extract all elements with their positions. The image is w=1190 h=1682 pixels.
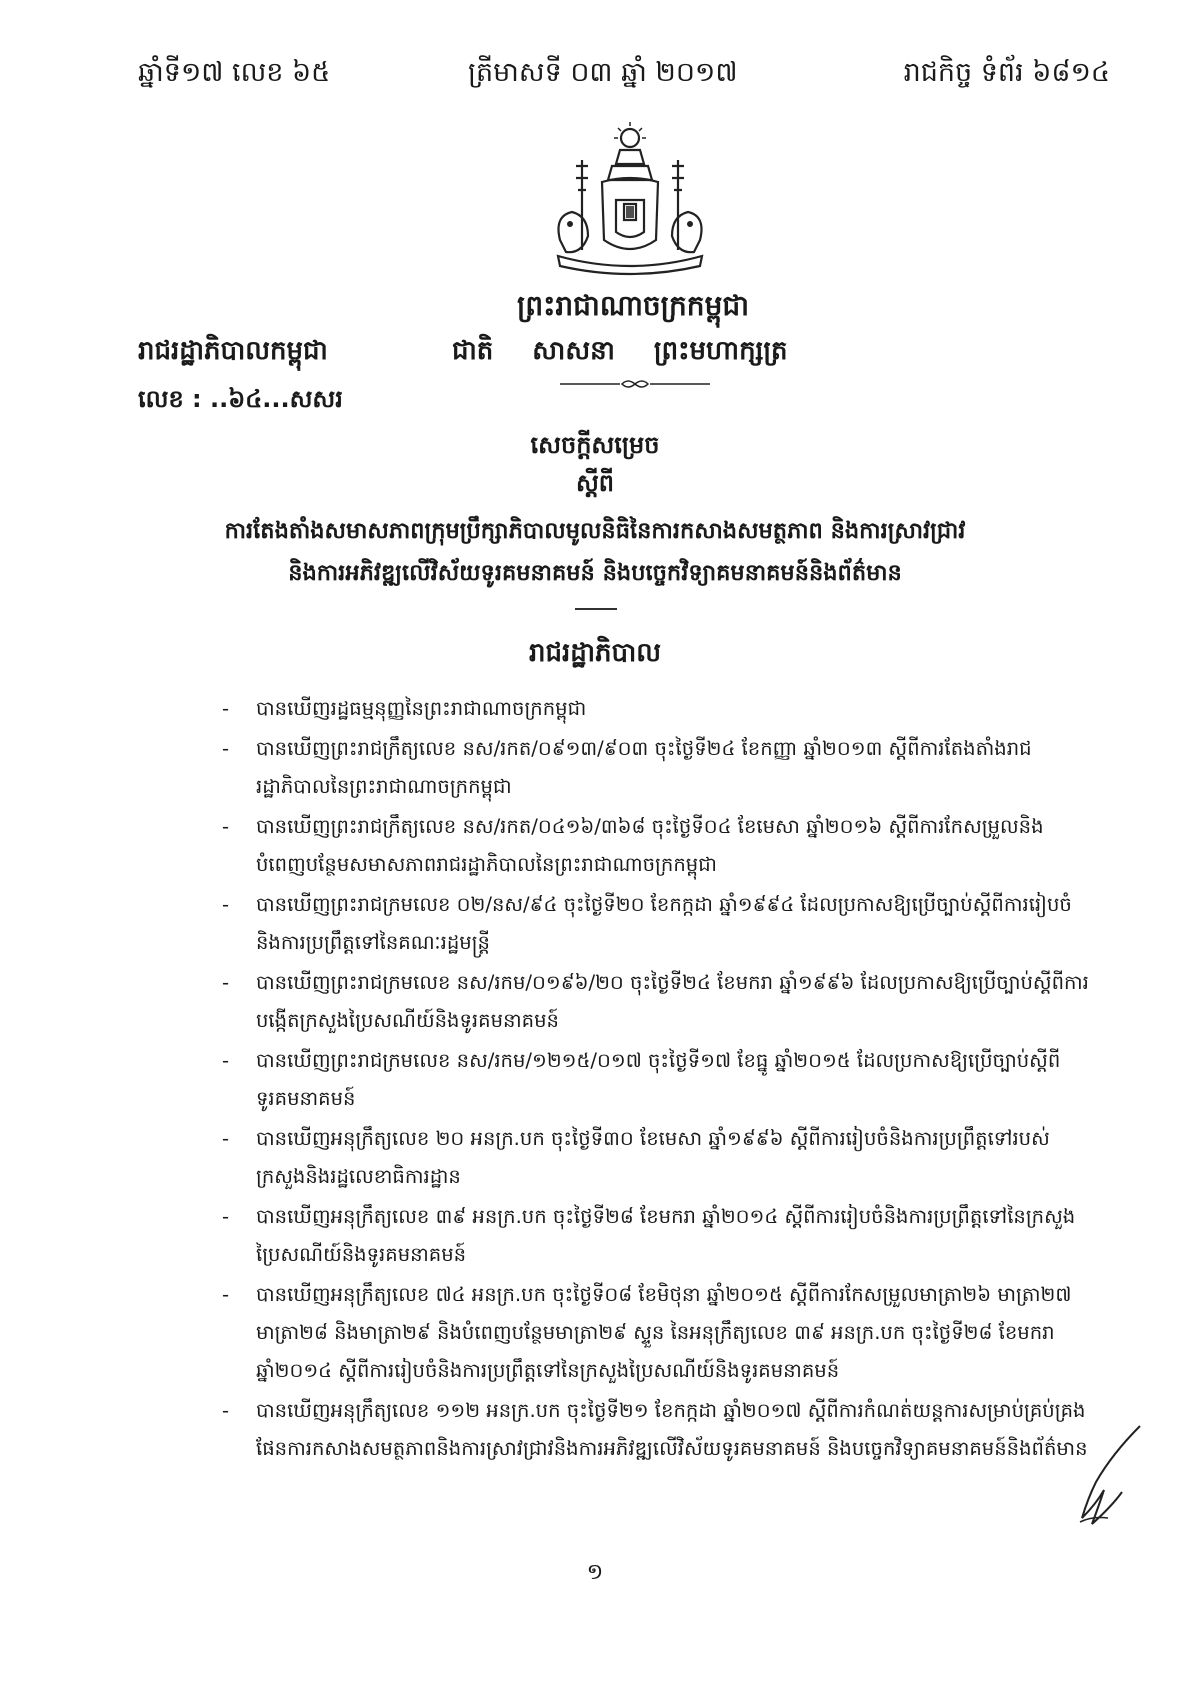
reference-text: បានឃើញអនុក្រឹត្យលេខ ២០ អនក្រ.បក ចុះថ្ងៃទី៣០ ខែមេសា ឆ្នាំ១៩៩៦ ស្តីពីការរៀបចំនិងការប្រព្រឹត្តទៅរបស់ក្រសួងនិងរដ្ឋលេខាធិការដ្ឋាន	[256, 1127, 1050, 1188]
list-item	[222, 886, 1092, 962]
title-divider	[575, 608, 617, 610]
list-bullet: -	[222, 1205, 230, 1228]
list-bullet: -	[222, 1399, 230, 1422]
list-bullet: -	[222, 1049, 230, 1072]
reference-text: បានឃើញព្រះរាជក្រមលេខ ០២/នស/៩៤ ចុះថ្ងៃទី២០ ខែកក្កដា ឆ្នាំ១៩៩៤ ដែលប្រកាសឱ្យប្រើច្បាប់ស្តីពីការរៀបចំនិងការប្រព្រឹត្តទៅនៃគណៈរដ្ឋមន្ត្រី	[256, 893, 1072, 954]
reference-text: បានឃើញអនុក្រឹត្យលេខ ១១២ អនក្រ.បក ចុះថ្ងៃទី២១ ខែកក្កដា ឆ្នាំ២០១៧ ស្តីពីការកំណត់យន្តការសម្រាប់គ្រប់គ្រងផែនការកសាងសមត្ថភាពនិងការស្រាវជ្រាវនិងការអភិវឌ្ឍលើវិស័យទូរគមនាគមន៍ និងបច្ចេកវិទ្យាគមនាគមន៍និងព័ត៌មាន	[256, 1399, 1088, 1460]
reference-text: បានឃើញអនុក្រឹត្យលេខ ៧៤ អនក្រ.បក ចុះថ្ងៃទី០៨ ខែមិថុនា ឆ្នាំ២០១៥ ស្តីពីការកែសម្រួលមាត្រា២៦ មាត្រា២៧ មាត្រា២៨ និងមាត្រា២៩ និងបំពេញបន្ថែមមាត្រា២៩ ស្ទួន នៃអនុក្រឹត្យលេខ ៣៩ អនក្រ.បក ចុះថ្ងៃទី២៨ ខែមករា ឆ្នាំ២០១៤ ស្តីពីការរៀបចំនិងការប្រព្រឹត្តទៅនៃក្រសួងប្រៃសណីយ៍និងទូរគមនាគមន៍	[256, 1283, 1072, 1382]
gazette-page: រាជកិច្ច ទំព័រ ៦៨១៤	[903, 57, 1110, 88]
list-bullet: -	[222, 815, 230, 838]
list-bullet: -	[222, 893, 230, 916]
national-motto: ជាតិ សាសនា ព្រះមហាក្សត្រ	[452, 336, 788, 366]
signature-icon	[1052, 1420, 1144, 1530]
reference-text: បានឃើញព្រះរាជក្រឹត្យលេខ នស/រកត/០៩១៣/៩០៣ ចុះថ្ងៃទី២៤ ខែកញ្ញា ឆ្នាំ២០១៣ ស្តីពីការតែងតាំងរាជរដ្ឋាភិបាលនៃព្រះរាជាណាចក្រកម្ពុជា	[256, 737, 1032, 798]
list-item	[222, 730, 1092, 806]
legal-references-list	[222, 690, 1092, 1470]
document-type: សេចក្តីសម្រេច	[530, 431, 660, 459]
list-item	[222, 964, 1092, 1040]
reference-text: បានឃើញអនុក្រឹត្យលេខ ៣៩ អនក្រ.បក ចុះថ្ងៃទី២៨ ខែមករា ឆ្នាំ២០១៤ ស្តីពីការរៀបចំនិងការប្រព្រឹត្តទៅនៃក្រសួងប្រៃសណីយ៍និងទូរគមនាគមន៍	[256, 1205, 1076, 1266]
ornament-divider-icon	[560, 378, 710, 390]
reference-text: បានឃើញព្រះរាជក្រមលេខ នស/រកម/១២១៥/០១៧ ចុះថ្ងៃទី១៧ ខែធ្នូ ឆ្នាំ២០១៥ ដែលប្រកាសឱ្យប្រើច្បាប់ស្តីពីទូរគមនាគមន៍	[256, 1049, 1061, 1110]
issuer: រាជរដ្ឋាភិបាល	[528, 638, 662, 668]
royal-coat-of-arms-icon	[540, 120, 720, 280]
reference-text: បានឃើញព្រះរាជក្រឹត្យលេខ នស/រកត/០៤១៦/៣៦៨ ចុះថ្ងៃទី០៤ ខែមេសា ឆ្នាំ២០១៦ ស្តីពីការកែសម្រួលនិងបំពេញបន្ថែមសមាសភាពរាជរដ្ឋាភិបាលនៃព្រះរាជាណាចក្រកម្ពុជា	[256, 815, 1044, 876]
list-bullet: -	[222, 737, 230, 760]
document-about: ស្តីពី	[575, 469, 615, 497]
list-item	[222, 1042, 1092, 1118]
reference-text: បានឃើញព្រះរាជក្រមលេខ នស/រកម/០១៩៦/២០ ចុះថ្ងៃទី២៤ ខែមករា ឆ្នាំ១៩៩៦ ដែលប្រកាសឱ្យប្រើច្បាប់ស្តីពីការបង្កើតក្រសួងប្រៃសណីយ៍និងទូរគមនាគមន៍	[256, 971, 1089, 1032]
document-number: លេខ : ..៦៤...សសរ	[138, 385, 343, 413]
list-item	[222, 690, 1092, 728]
list-item	[222, 1276, 1092, 1390]
list-bullet: -	[222, 697, 230, 720]
list-bullet: -	[222, 1127, 230, 1150]
list-item	[222, 1392, 1092, 1468]
gazette-quarter: ត្រីមាសទី ០៣ ឆ្នាំ ២០១៧	[468, 57, 738, 88]
list-bullet: -	[222, 971, 230, 994]
list-item	[222, 808, 1092, 884]
reference-text: បានឃើញរដ្ឋធម្មនុញ្ញនៃព្រះរាជាណាចក្រកម្ពុជា	[256, 697, 587, 720]
gazette-year-issue: ឆ្នាំទី១៧ លេខ ៦៥	[138, 57, 331, 88]
page-number: ១	[586, 1560, 604, 1585]
government-name: រាជរដ្ឋាភិបាលកម្ពុជា	[138, 336, 328, 366]
list-bullet: -	[222, 1283, 230, 1306]
kingdom-name: ព្រះរាជាណាចក្រកម្ពុជា	[516, 289, 749, 322]
document-title-line-2: និងការអភិវឌ្ឍលើវិស័យទូរគមនាគមន៍ និងបច្ចេកវិទ្យាគមនាគមន៍និងព័ត៌មាន	[288, 560, 902, 586]
list-item	[222, 1198, 1092, 1274]
document-title-line-1: ការតែងតាំងសមាសភាពក្រុមប្រឹក្សាភិបាលមូលនិធិនៃការកសាងសមត្ថភាព និងការស្រាវជ្រាវ	[224, 518, 966, 544]
list-item	[222, 1120, 1092, 1196]
